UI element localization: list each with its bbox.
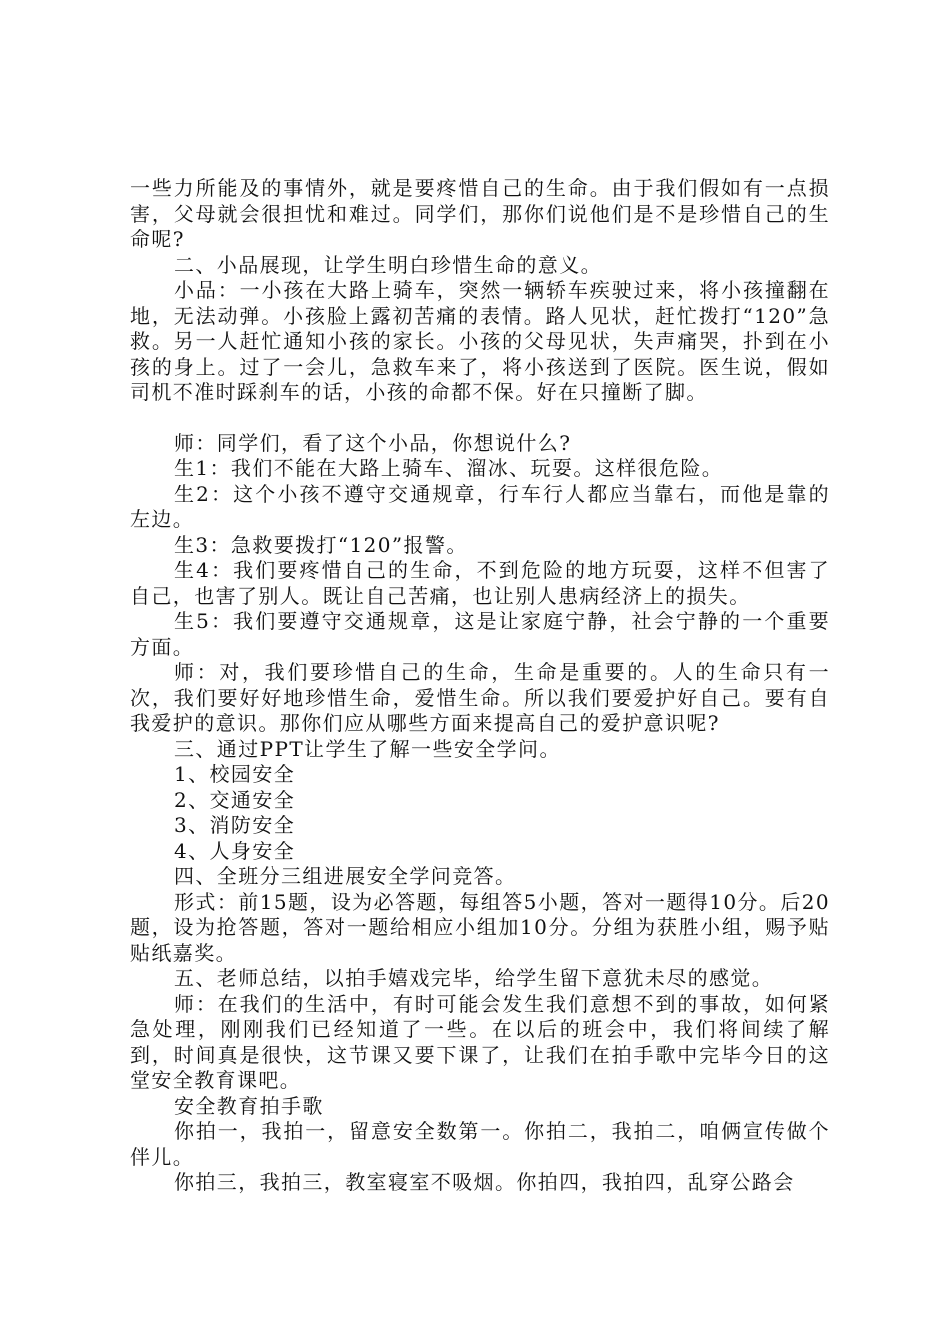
song-title: 安全教育拍手歌 xyxy=(174,1093,324,1118)
section-heading-skit: 二、小品展现，让学生明白珍惜生命的意义。 xyxy=(174,252,602,277)
paragraph-intro-continued: 一些力所能及的事情外，就是要疼惜自己的生命。由于我们假如有一点损害，父母就会很担忧和难过。同学们，那你们说他们是不是珍惜自己的生命呢? xyxy=(130,176,830,251)
paragraph-teacher-closing: 师：在我们的生活中，有时可能会发生我们意想不到的事故，如何紧急处理，刚刚我们已经知道了一些。在以后的班会中，我们将间续了解到，时间真是很快，这节课又要下课了，让我们在拍手歌中完毕今日的这堂安全教育课吧。 xyxy=(130,991,830,1092)
paragraph-student-3: 生3：急救要拨打“120”报警。 xyxy=(174,532,468,557)
paragraph-student-2: 生2：这个小孩不遵守交通规章，行车行人都应当靠右，而他是靠的左边。 xyxy=(130,481,830,531)
paragraph-teacher-question: 师：同学们，看了这个小品，你想说什么? xyxy=(174,430,572,455)
section-heading-summary: 五、老师总结，以拍手嬉戏完毕，给学生留下意犹未尽的感觉。 xyxy=(174,966,774,990)
paragraph-skit: 小品：一小孩在大路上骑车，突然一辆轿车疾驶过来，将小孩撞翻在地，无法动弹。小孩脸上露初苦痛的表情。路人见状，赶忙拨打“120”急救。另一人赶忙通知小孩的家长。小孩的父母见状，失声痛哭，扑到在小孩的身上。过了一会儿，急救车来了，将小孩送到了医院。医生说，假如司机不准时踩刹车的话，小孩的命都不保。好在只撞断了脚。 xyxy=(130,278,830,404)
paragraph-student-5: 生5：我们要遵守交通规章，这是让家庭宁静，社会宁静的一个重要方面。 xyxy=(130,609,830,659)
paragraph-quiz-format: 形式：前15题，设为必答题，每组答5小题，答对一题得10分。后20题，设为抢答题，答对一题给相应小组加10分。分组为获胜小组，赐予贴贴纸嘉奖。 xyxy=(130,889,830,965)
list-item-fire-safety: 3、消防安全 xyxy=(174,813,296,837)
section-heading-ppt: 三、通过PPT让学生了解一些安全学问。 xyxy=(174,736,561,761)
section-heading-quiz: 四、全班分三组进展安全学问竞答。 xyxy=(174,864,517,888)
song-verse-1: 你拍一，我拍一，留意安全数第一。你拍二，我拍二，咱俩宣传做个伴儿。 xyxy=(130,1119,830,1169)
paragraph-gap xyxy=(130,406,830,431)
paragraph-teacher-summary: 师：对，我们要珍惜自己的生命，生命是重要的。人的生命只有一次，我们要好好地珍惜生命，爱惜生命。所以我们要爱护好自己。要有自我爱护的意识。那你们应从哪些方面来提高自己的爱护意识呢? xyxy=(130,660,830,735)
document-page xyxy=(130,176,830,1196)
paragraph-student-1: 生1：我们不能在大路上骑车、溜冰、玩耍。这样很危险。 xyxy=(174,456,724,480)
list-item-personal-safety: 4、人身安全 xyxy=(174,838,296,863)
paragraph-student-4: 生4：我们要疼惜自己的生命，不到危险的地方玩耍，这样不但害了自己，也害了别人。既让自己苦痛，也让别人患病经济上的损失。 xyxy=(130,558,830,608)
list-item-traffic-safety: 2、交通安全 xyxy=(174,787,296,812)
list-item-campus-safety: 1、校园安全 xyxy=(174,762,296,786)
song-verse-2: 你拍三，我拍三，教室寝室不吸烟。你拍四，我拍四，乱穿公路会 xyxy=(174,1170,795,1194)
